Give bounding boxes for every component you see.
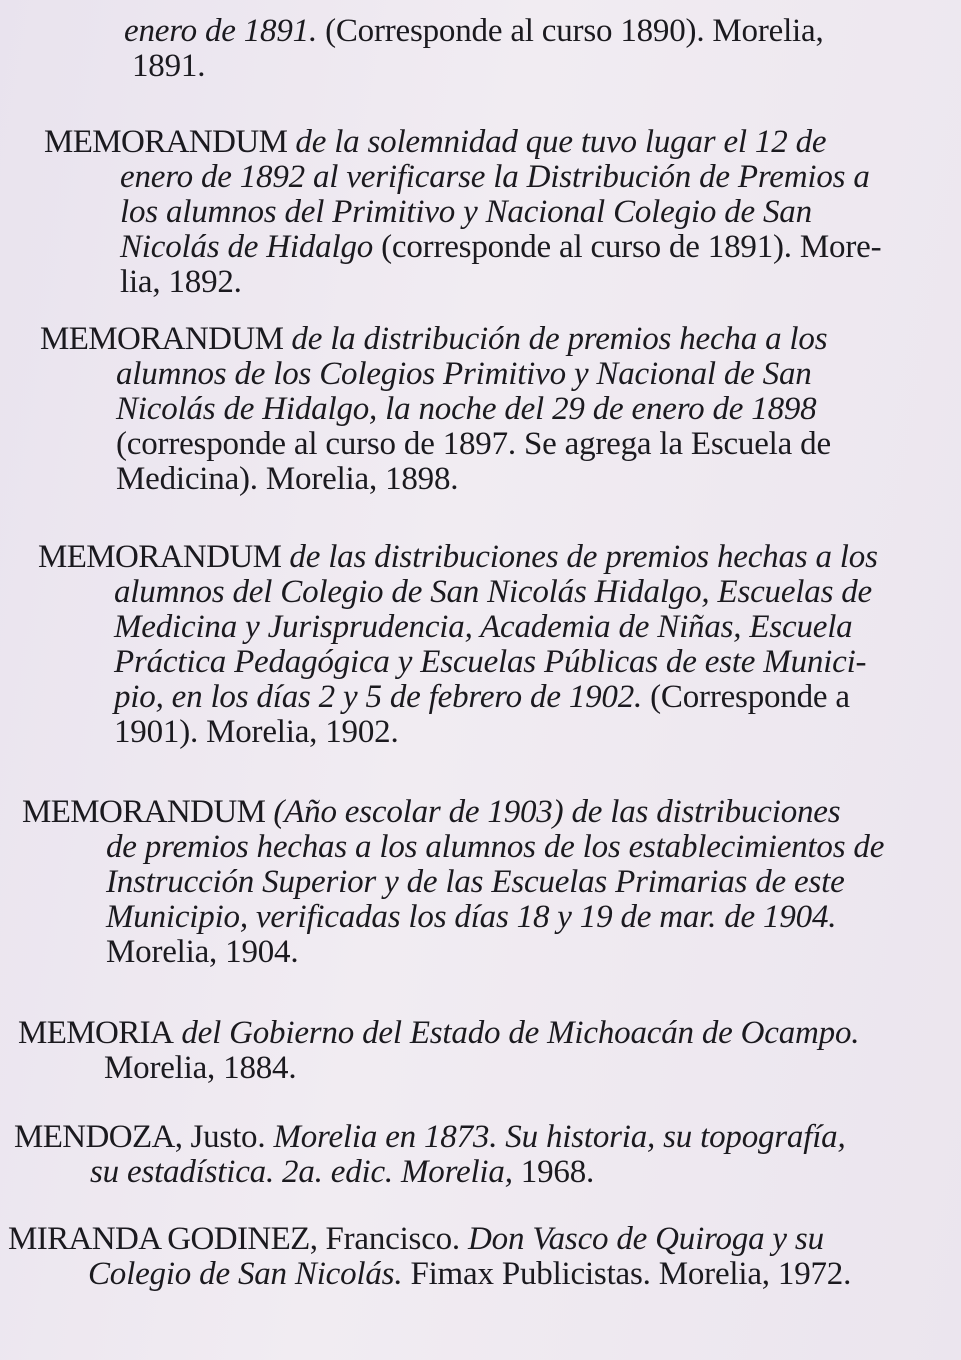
text-line xyxy=(14,830,934,865)
text-line xyxy=(20,160,940,195)
roman-text: (Corresponde al curso 1890). Morelia, xyxy=(317,13,824,49)
italic-text: Don Vasco de Quiroga y su xyxy=(468,1221,824,1257)
italic-text: alumnos de los Colegios Primitivo y Nacional de San xyxy=(116,356,812,392)
italic-text: los alumnos del Primitivo y Nacional Colegio de San xyxy=(120,194,812,230)
text-line xyxy=(18,322,938,357)
text-line xyxy=(18,462,938,497)
entry-heading: MEMORANDUM xyxy=(38,539,282,575)
italic-text: su estadística. 2a. edic. Morelia, xyxy=(90,1154,513,1190)
bibliography-entry xyxy=(20,14,940,84)
text-line xyxy=(18,357,938,392)
text-line xyxy=(20,49,940,84)
text-line xyxy=(10,1155,930,1190)
italic-text: Municipio, verificadas los días 18 y 19 de mar. de 1904. xyxy=(106,899,837,935)
text-line xyxy=(12,1051,932,1086)
text-line xyxy=(20,125,940,160)
text-line xyxy=(16,680,936,715)
roman-text: Medicina). Morelia, 1898. xyxy=(116,461,459,497)
roman-text: Francisco. xyxy=(317,1221,469,1257)
text-line xyxy=(8,1222,928,1257)
roman-text: Fimax Publicistas. Morelia, 1972. xyxy=(402,1256,852,1292)
italic-text: de las distribuciones de premios hechas a los xyxy=(281,539,878,575)
roman-text: Morelia, 1904. xyxy=(106,934,299,970)
text-line xyxy=(12,1016,932,1051)
roman-text: 1968. xyxy=(512,1154,595,1190)
entry-heading: MEMORANDUM xyxy=(40,321,284,357)
roman-text: Morelia, 1884. xyxy=(104,1050,297,1086)
text-line xyxy=(20,14,940,49)
roman-text: (Corresponde a xyxy=(642,679,850,715)
roman-text: 1901). Morelia, 1902. xyxy=(114,714,399,750)
italic-text: de premios hechas a los alumnos de los establecimientos de xyxy=(106,829,885,865)
text-line xyxy=(20,230,940,265)
text-line xyxy=(14,865,934,900)
roman-text: lia, 1892. xyxy=(120,264,242,300)
text-line xyxy=(14,900,934,935)
entry-heading: MENDOZA, xyxy=(14,1119,183,1155)
bibliography-entry xyxy=(16,540,936,750)
italic-text: Colegio de San Nicolás. xyxy=(88,1256,403,1292)
bibliography-entry xyxy=(14,795,934,970)
text-line xyxy=(16,715,936,750)
italic-text: Práctica Pedagógica y Escuelas Públicas de este Munici- xyxy=(114,644,867,680)
entry-heading: MIRANDA GODINEZ, xyxy=(8,1221,318,1257)
text-line xyxy=(16,610,936,645)
entry-heading: MEMORIA xyxy=(18,1015,174,1051)
roman-text: (corresponde al curso de 1897. Se agrega la Escuela de xyxy=(116,426,831,462)
italic-text: enero de 1892 al verificarse la Distribución de Premios a xyxy=(120,159,870,195)
text-line xyxy=(18,392,938,427)
bibliography-entry xyxy=(10,1120,930,1190)
bibliography-entry xyxy=(8,1222,928,1292)
italic-text: del Gobierno del Estado de Michoacán de Ocampo. xyxy=(173,1015,860,1051)
italic-text: enero de 1891. xyxy=(124,13,318,49)
italic-text: Morelia en 1873. Su historia, su topografía, xyxy=(273,1119,846,1155)
bibliography-entry xyxy=(20,125,940,300)
italic-text: de la solemnidad que tuvo lugar el 12 de xyxy=(287,124,827,160)
text-line xyxy=(8,1257,928,1292)
text-line xyxy=(16,575,936,610)
bibliography-entry xyxy=(18,322,938,497)
italic-text: pio, en los días 2 y 5 de febrero de 1902. xyxy=(114,679,643,715)
italic-text: Nicolás de Hidalgo, la noche del 29 de enero de 1898 xyxy=(116,391,817,427)
roman-text: (corresponde al curso de 1891). More- xyxy=(373,229,882,265)
text-line xyxy=(10,1120,930,1155)
text-line xyxy=(14,795,934,830)
italic-text: Nicolás de Hidalgo xyxy=(120,229,374,265)
italic-text: (Año escolar de 1903) de las distribuciones xyxy=(265,794,841,830)
italic-text: Medicina y Jurisprudencia, Academia de Niñas, Escuela xyxy=(114,609,853,645)
entry-heading: MEMORANDUM xyxy=(22,794,266,830)
text-line xyxy=(16,645,936,680)
text-line xyxy=(20,265,940,300)
text-line xyxy=(16,540,936,575)
roman-text: Justo. xyxy=(182,1119,274,1155)
italic-text: de la distribución de premios hecha a los xyxy=(283,321,828,357)
text-line xyxy=(18,427,938,462)
roman-text: 1891. xyxy=(132,48,206,84)
italic-text: Instrucción Superior y de las Escuelas Primarias de este xyxy=(106,864,845,900)
bibliography-entry xyxy=(12,1016,932,1086)
italic-text: alumnos del Colegio de San Nicolás Hidalgo, Escuelas de xyxy=(114,574,873,610)
entry-heading: MEMORANDUM xyxy=(44,124,288,160)
text-line xyxy=(14,935,934,970)
text-line xyxy=(20,195,940,230)
